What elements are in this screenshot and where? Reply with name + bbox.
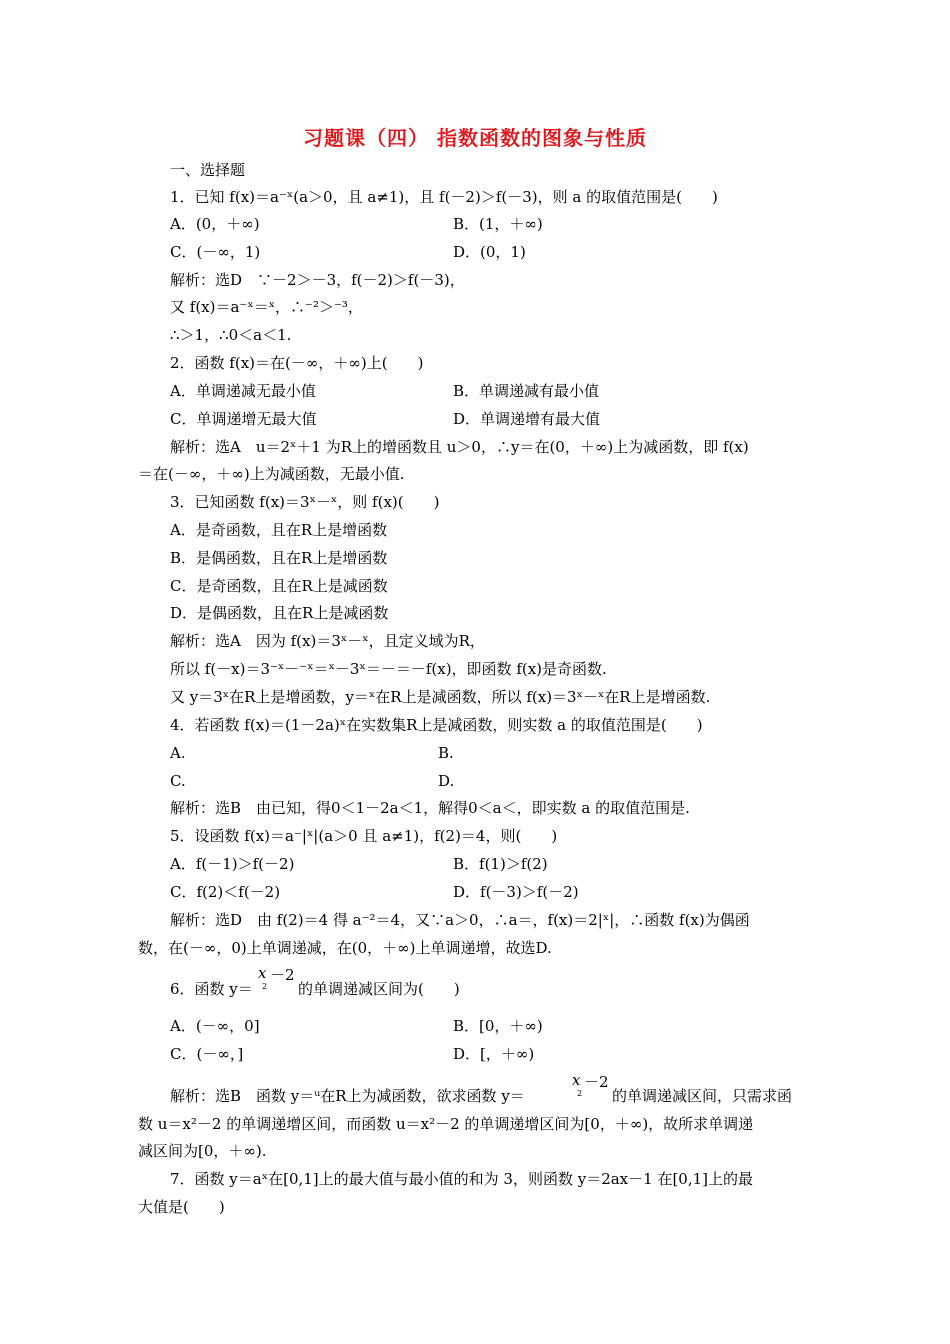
question-6-option-a: A．(－∞，0] (170, 1017, 260, 1035)
question-3-option-b: B．是偶函数，且在R上是增函数 (170, 549, 388, 567)
question-6-exponent-sub: 2 (262, 982, 268, 991)
question-4-option-c: C. (170, 772, 186, 790)
question-2-option-c: C．单调递增无最大值 (170, 410, 317, 428)
question-6-option-b: B．[0，＋∞) (453, 1017, 543, 1035)
question-6-stem-prefix: 6．函数 y＝ (170, 980, 253, 998)
question-1-solution-line: 解析：选D ∵－2＞－3，f(－2)＞f(－3)， (170, 271, 465, 289)
question-6-option-d: D．[，＋∞) (453, 1045, 535, 1063)
question-2-solution-line: ＝在(－∞，＋∞)上为减函数，无最小值. (138, 465, 405, 483)
question-2-option-a: A．单调递减无最小值 (170, 382, 316, 400)
question-5-stem: 5．设函数 f(x)＝a⁻|ˣ|(a＞0 且 a≠1)，f(2)＝4，则( ) (170, 827, 558, 845)
question-4-solution-line: 解析：选B 由已知，得0＜1－2a＜1，解得0＜a＜，即实数 a 的取值范围是. (170, 799, 690, 817)
question-6-solution-line: 数 u＝x²－2 的单调递增区间，而函数 u＝x²－2 的单调递增区间为[0，＋∞)，故所求单调递 (138, 1115, 754, 1133)
question-3-solution-line: 所以 f(－x)＝3⁻ˣ－⁻ˣ＝ˣ－3ˣ＝－＝－f(x)，即函数 f(x)是奇函数. (170, 660, 607, 678)
question-5-option-c: C．f(2)＜f(－2) (170, 883, 281, 901)
question-5-option-a: A．f(－1)＞f(－2) (170, 855, 295, 873)
question-4-option-d: D. (438, 772, 455, 790)
question-6-solution-exponent-sub: 2 (577, 1089, 583, 1098)
question-3-option-c: C．是奇函数，且在R上是减函数 (170, 577, 388, 595)
question-5-option-d: D．f(－3)＞f(－2) (453, 883, 579, 901)
question-6-option-c: C．(－∞，] (170, 1045, 244, 1063)
question-4-stem: 4．若函数 f(x)＝(1－2a)ˣ在实数集R上是减函数，则实数 a 的取值范围是( ) (170, 716, 703, 734)
question-1-stem: 1．已知 f(x)＝a⁻ˣ(a＞0，且 a≠1)，且 f(－2)＞f(－3)，则 a 的取值范围是( ) (170, 188, 718, 206)
question-6-solution-suffix: 的单调递减区间，只需求函 (612, 1087, 793, 1105)
question-6-solution-exponent-minus-2: －2 (584, 1073, 609, 1091)
question-3-solution-line: 又 y＝3ˣ在R上是增函数，y＝ˣ在R上是减函数，所以 f(x)＝3ˣ－ˣ在R上是增函数. (170, 688, 711, 706)
question-1-solution-line: ∴＞1，∴0＜a＜1. (170, 326, 292, 344)
question-7-stem: 7．函数 y＝aˣ在[0,1]上的最大值与最小值的和为 3，则函数 y＝2ax－1 在[0,1]上的最 (170, 1170, 754, 1188)
question-6-solution-line: 减区间为[0，＋∞). (138, 1142, 267, 1160)
question-5-solution-line: 解析：选D 由 f(2)＝4 得 a⁻²＝4，又∵a＞0，∴a＝，f(x)＝2|ˣ|，∴函数 f(x)为偶函 (170, 911, 750, 929)
question-3-solution-line: 解析：选A 因为 f(x)＝3ˣ－ˣ，且定义域为R， (170, 632, 485, 650)
question-6-solution-exponent-x: x (572, 1071, 581, 1089)
question-6-stem-suffix: 的单调递减区间为( ) (298, 980, 460, 998)
question-4-option-a: A. (170, 744, 186, 762)
section-heading: 一、选择题 (170, 161, 246, 179)
question-6-exponent-minus-2: －2 (270, 966, 295, 984)
question-2-stem: 2．函数 f(x)＝在(－∞，＋∞)上( ) (170, 354, 424, 372)
question-6-solution-prefix: 解析：选B 函数 y＝ᵘ在R上为减函数，欲求函数 y＝ (170, 1087, 525, 1105)
question-2-solution-line: 解析：选A u＝2ˣ＋1 为R上的增函数且 u＞0，∴y＝在(0，＋∞)上为减函数，即 f(x) (170, 438, 749, 456)
question-3-option-d: D．是偶函数，且在R上是减函数 (170, 604, 389, 622)
question-1-option-a: A．(0，＋∞) (170, 215, 260, 233)
question-5-solution-line: 数，在(－∞，0)上单调递减，在(0，＋∞)上单调递增，故选D. (138, 939, 552, 957)
question-6-exponent-x: x (258, 964, 267, 982)
page-title: 习题课（四） 指数函数的图象与性质 (303, 126, 647, 150)
question-1-option-d: D．(0，1) (453, 243, 526, 261)
question-2-option-b: B．单调递减有最小值 (453, 382, 600, 400)
question-5-option-b: B．f(1)＞f(2) (453, 855, 548, 873)
question-7-stem-continued: 大值是( ) (138, 1198, 225, 1216)
question-1-solution-line: 又 f(x)＝a⁻ˣ＝ˣ，∴⁻²＞⁻³， (170, 298, 363, 316)
question-3-option-a: A．是奇函数，且在R上是增函数 (170, 521, 388, 539)
question-1-option-c: C．(－∞，1) (170, 243, 261, 261)
question-2-option-d: D．单调递增有最大值 (453, 410, 601, 428)
question-1-option-b: B．(1，＋∞) (453, 215, 543, 233)
question-4-option-b: B. (438, 744, 454, 762)
question-3-stem: 3．已知函数 f(x)＝3ˣ－ˣ，则 f(x)( ) (170, 493, 440, 511)
